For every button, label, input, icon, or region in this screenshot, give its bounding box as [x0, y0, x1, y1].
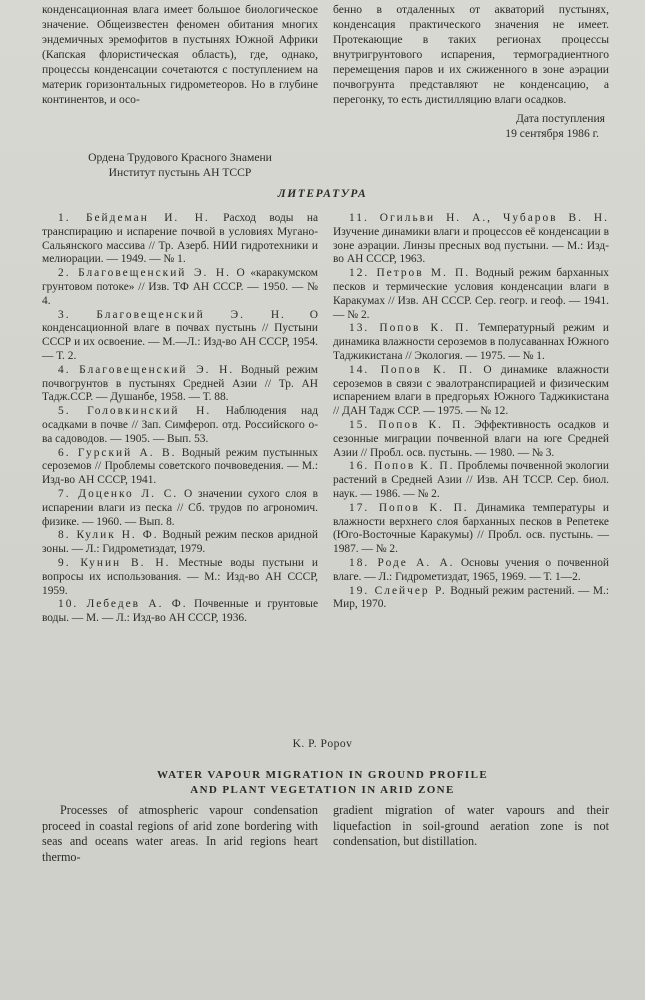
reference-item	[42, 529, 318, 557]
top-left-column	[42, 2, 318, 107]
reference-text: О значении сухого слоя в испарении влаги из песка // Сб. трудов по агрономич. физике. — 1960. — Вып. 8.	[42, 487, 318, 528]
reference-author: 13. Попов К. П.	[349, 322, 471, 335]
literature-heading: ЛИТЕРАТУРА	[277, 188, 368, 200]
reference-text: Водный режим барханных песков и термические условия конденсации влаги в Каракумах // Изв. АН СССР. Сер. геогр. и геоф. — 1941. — № 2.	[333, 267, 610, 321]
reference-item	[42, 309, 318, 364]
reference-text: О динамике влажности сероземов в связи с эвалотранспирацией и физическим испарением влаги в предгорьях Южного Таджикистана // ДАН Тадж ССР. — 1975. — № 12.	[333, 363, 610, 418]
reference-item	[42, 488, 318, 529]
reference-text: О «каракумском грунтовом потоке» // Изв. ТФ АН СССР. — 1950. — № 4.	[42, 267, 319, 307]
reference-text: Расход воды на транспирацию и испарение почвой в условиях Мугано-Сальянского массива // Тр. Азерб. НИИ гидротехники и мелиорации. — 1949. — № 1.	[42, 212, 318, 266]
reference-author: 2. Благовещенский Э. Н.	[58, 267, 231, 280]
reference-text: Водный режим пустынных сероземов // Проблемы советского почвоведения. — М.: Изд-во АН СССР, 1941.	[42, 446, 318, 487]
references-left-column	[42, 212, 318, 626]
reference-item	[333, 267, 609, 322]
reference-author: 1. Бейдеман И. Н.	[58, 212, 210, 224]
reference-item	[42, 557, 318, 598]
reference-author: 11. Огильви Н. А., Чубаров В. Н.	[349, 212, 609, 224]
reference-text: Изучение динамики влаги и процессов её конденсации в зоне аэрации. Линзы пресных вод пустыни. — М.: Изд-во АН СССР, 1963.	[333, 225, 609, 266]
received-date-value: 19 сентября 1986 г.	[505, 127, 599, 140]
reference-text: О конденсационной влаге в почвах пустынь // Пустыни СССР и их освоение. — М.—Л.: Изд-во АН СССР, 1954. — Т. 2.	[42, 308, 319, 362]
reference-item	[42, 267, 318, 308]
reference-text: Динамика температуры и влажности верхнего слоя барханных песков в Репетеке (Юго-Восточные Каракумы) // Пробл. осв. пустынь. — 1987. — № 2.	[333, 501, 609, 556]
top-right-column	[333, 2, 609, 141]
references-right-column	[333, 212, 609, 612]
summary-author: K. P. Popov	[292, 738, 353, 750]
reference-item	[333, 557, 609, 585]
reference-author: 18. Роде А. А.	[349, 556, 455, 569]
body-paragraph: бенно в отдаленных от акваторий пустынях, конденсация практического значения не имеет. Протекающие в таких регионах процессы внутригрунтового испарения, термоградиентного перемещения паров и их сжиженного в зоне аэрации почвогрунта представляют не конденсацию, а перегонку, то есть дистилляцию влаги осадков.	[333, 3, 609, 106]
reference-item	[333, 364, 609, 419]
reference-item	[333, 585, 609, 613]
summary-title-line: WATER VAPOUR MIGRATION IN GROUND PROFILE	[156, 769, 489, 781]
reference-author: 7. Доценко Л. С.	[58, 487, 179, 500]
affiliation	[42, 150, 318, 180]
reference-item	[333, 419, 609, 460]
abstract-right-column	[333, 803, 609, 850]
reference-author: 14. Попов К. П.	[349, 363, 474, 376]
reference-author: 17. Попов К. П.	[349, 501, 469, 514]
reference-text: Водный режим почвогрунтов в пустынях Средней Азии // Тр. АН Тадж.ССР. — Душанбе, 1958. — Т. 88.	[42, 363, 318, 404]
reference-text: Наблюдения над осадками в почве // Зап. Симфероп. отд. Российского о-ва садоводов. — 1905. — Вып. 53.	[42, 405, 318, 445]
reference-author: 12. Петров М. П.	[349, 267, 471, 280]
reference-text: Проблемы почвенной экологии растений в Средней Азии // Изв. АН ТССР. Сер. биол. наук. — 1986. — № 2.	[333, 460, 609, 500]
reference-item	[333, 460, 609, 501]
abstract-paragraph: Processes of atmospheric vapour condensation proceed in coastal regions of arid zone bordering with seas and oceans water areas. In arid regions heart thermo-	[42, 803, 318, 864]
reference-author: 6. Гурский А. В.	[58, 446, 177, 459]
reference-item	[333, 502, 609, 557]
reference-item	[42, 212, 318, 267]
reference-author: 16. Попов К. П.	[349, 460, 455, 473]
reference-author: 5. Головкинский Н.	[58, 405, 212, 418]
reference-text: Водный режим растений. — М.: Мир, 1970.	[333, 584, 609, 611]
affiliation-line: Ордена Трудового Красного Знамени	[88, 151, 272, 164]
abstract-paragraph: gradient migration of water vapours and their liquefaction in soil-ground aeration zone is not condensation, but distillation.	[333, 803, 609, 848]
reference-text: Основы учения о почвенной влаге. — Л.: Гидрометиздат, 1965, 1969. — Т. 1—2.	[333, 556, 609, 583]
affiliation-line: Институт пустынь АН ТССР	[108, 166, 252, 179]
reference-author: 3. Благовещенский Э. Н.	[58, 308, 286, 321]
reference-author: 4. Благовещенский Э. Н.	[58, 363, 235, 376]
reference-text: Водный режим песков аридной зоны. — Л.: Гидрометиздат, 1979.	[42, 529, 318, 556]
reference-author: 8. Кулик Н. Ф.	[58, 529, 159, 542]
reference-item	[42, 364, 318, 405]
received-date-label: Дата поступления	[515, 112, 605, 125]
abstract-left-column	[42, 803, 318, 865]
reference-text: Температурный режим и динамика влажности сероземов в полусаваннах Южного Таджикистана // Экология. — 1975. — № 1.	[333, 322, 609, 362]
reference-item	[42, 598, 318, 626]
body-paragraph: конденсационная влага имеет большое биологическое значение. Общеизвестен феномен обитания многих эндемичных эремофитов в пустынях Южной Африки (Капская флористическая область), где, однако, процессы конденсации сочетаются с поступлением на материк горизонтальных гидрометеоров. Но в глубине континентов, и осо-	[42, 3, 318, 106]
reference-author: 10. Лебедев А. Ф.	[58, 598, 188, 611]
reference-item	[42, 405, 318, 446]
reference-text: Эффективность осадков и сезонные миграции почвенной влаги на юге Средней Азии // Пробл. осв. пустынь. — 1980. — № 3.	[333, 418, 609, 459]
reference-author: 19. Слейчер Р.	[349, 584, 447, 597]
reference-item	[42, 447, 318, 488]
reference-item	[333, 322, 609, 363]
reference-item	[333, 212, 609, 267]
reference-text: Местные воды пустыни и вопросы их использования. — М.: Изд-во АН СССР, 1959.	[42, 556, 318, 597]
reference-author: 15. Попов К. П.	[349, 418, 468, 431]
summary-title-line: AND PLANT VEGETATION IN ARID ZONE	[190, 784, 455, 796]
reference-text: Почвенные и грунтовые воды. — М. — Л.: Изд-во АН СССР, 1936.	[42, 598, 318, 625]
reference-author: 9. Кунин В. Н.	[58, 556, 171, 569]
summary-title	[100, 768, 545, 798]
